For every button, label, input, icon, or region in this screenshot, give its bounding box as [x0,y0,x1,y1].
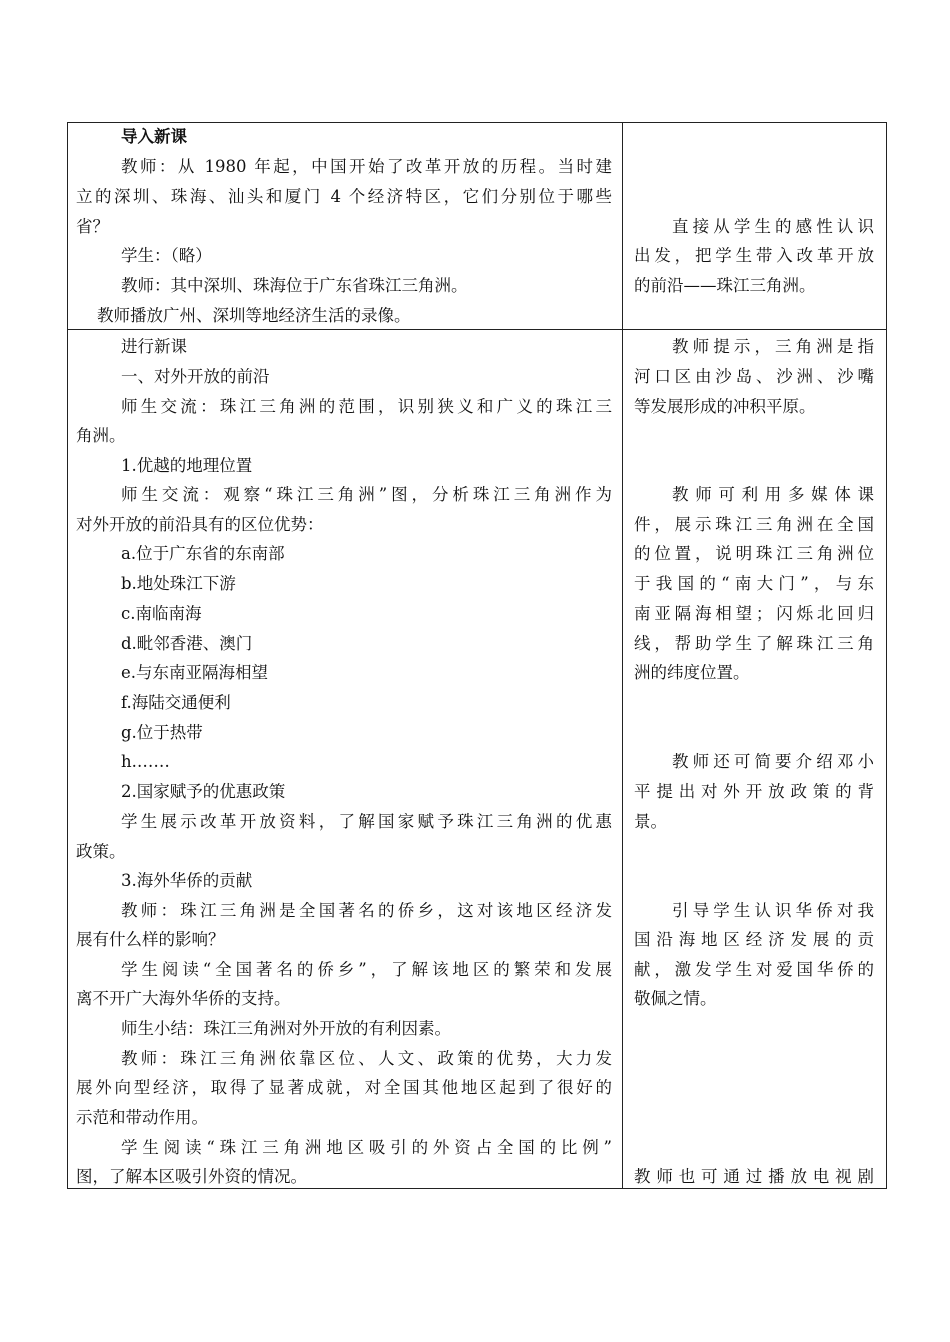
activity-line: 示范和带动作用。 [76,1108,208,1127]
activity-line: a.位于广东省的东南部 [121,544,285,563]
activity-line: 学生：（略） [121,246,212,265]
note-line: 教师也可通过播放电视剧 [634,1167,874,1186]
activity-line: e.与东南亚隔海相望 [121,663,269,682]
activity-line: 师生小结：珠江三角洲对外开放的有利因素。 [121,1019,451,1038]
activity-line: 角洲。 [76,426,126,445]
activity-line: d.毗邻香港、澳门 [121,634,253,653]
note-line: 教师还可简要介绍邓小 [672,752,874,771]
activity-line: c.南临南海 [121,604,202,623]
note-line: 的前沿——珠江三角洲。 [634,276,816,295]
activity-line: 教师：珠江三角洲依靠区位、人文、政策的优势，大力发 [121,1049,612,1068]
note-line: 洲的纬度位置。 [634,663,750,682]
note-line: 于我国的“南大门”，与东 [634,574,874,593]
activity-line: 进行新课 [121,337,187,356]
intro-activity-cell [68,123,623,330]
note-line: 引导学生认识华侨对我 [672,901,874,920]
activity-line: 展外向型经济，取得了显著成就，对全国其他地区起到了很好的 [76,1078,612,1097]
activity-line: 学生展示改革开放资料，了解国家赋予珠江三角洲的优惠 [121,812,612,831]
activity-line: 2.国家赋予的优惠政策 [121,782,286,801]
activity-line: b.地处珠江下游 [121,574,236,593]
activity-line: g.位于热带 [121,723,203,742]
activity-line: 图，了解本区吸引外资的情况。 [76,1167,307,1186]
activity-line: 师生交流：珠江三角洲的范围，识别狭义和广义的珠江三 [121,397,612,416]
activity-line: 导入新课 [121,127,187,146]
activity-line: 教师：其中深圳、珠海位于广东省珠江三角洲。 [121,276,468,295]
note-line: 景。 [634,812,667,831]
activity-line: 师生交流：观察“珠江三角洲”图，分析珠江三角洲作为 [121,485,612,504]
note-line: 教师提示，三角洲是指 [672,337,874,356]
activity-line: 省？ [76,217,109,236]
note-line: 的位置，说明珠江三角洲位 [634,544,874,563]
activity-line: 学生阅读“珠江三角洲地区吸引的外资占全国的比例” [121,1138,612,1157]
note-line: 南亚隔海相望；闪烁北回归 [634,604,874,623]
note-line: 等发展形成的冲积平原。 [634,397,816,416]
note-line: 件，展示珠江三角洲在全国 [634,515,874,534]
activity-line: 立的深圳、珠海、汕头和厦门 4 个经济特区，它们分别位于哪些 [76,187,612,206]
activity-line: 3.海外华侨的贡献 [121,871,253,890]
activity-line: f.海陆交通便利 [121,693,231,712]
activity-line: 展有什么样的影响？ [76,930,225,949]
note-line: 国沿海地区经济发展的贡 [634,930,874,949]
note-line: 敬佩之情。 [634,989,717,1008]
activity-line: 一、对外开放的前沿 [121,367,270,386]
note-line: 献，激发学生对爱国华侨的 [634,960,874,979]
note-line: 出发，把学生带入改革开放 [634,246,874,265]
activity-line: 离不开广大海外华侨的支持。 [76,989,291,1008]
note-line: 教师可利用多媒体课 [672,485,874,504]
note-line: 线，帮助学生了解珠江三角 [634,634,874,653]
note-line: 平提出对外开放政策的背 [634,782,874,801]
activity-line: 教师：从 1980 年起，中国开始了改革开放的历程。当时建 [121,157,612,176]
activity-line: 教师播放广州、深圳等地经济生活的录像。 [97,306,411,325]
activity-line: 教师：珠江三角洲是全国著名的侨乡，这对该地区经济发 [121,901,612,920]
note-line: 河口区由沙岛、沙洲、沙嘴 [634,367,874,386]
activity-line: 1.优越的地理位置 [121,456,253,475]
note-line: 直接从学生的感性认识 [672,217,874,236]
activity-line: h.…… [121,752,170,771]
activity-line: 对外开放的前沿具有的区位优势： [76,515,324,534]
activity-line: 政策。 [76,842,126,861]
activity-line: 学生阅读“全国著名的侨乡”，了解该地区的繁荣和发展 [121,960,612,979]
